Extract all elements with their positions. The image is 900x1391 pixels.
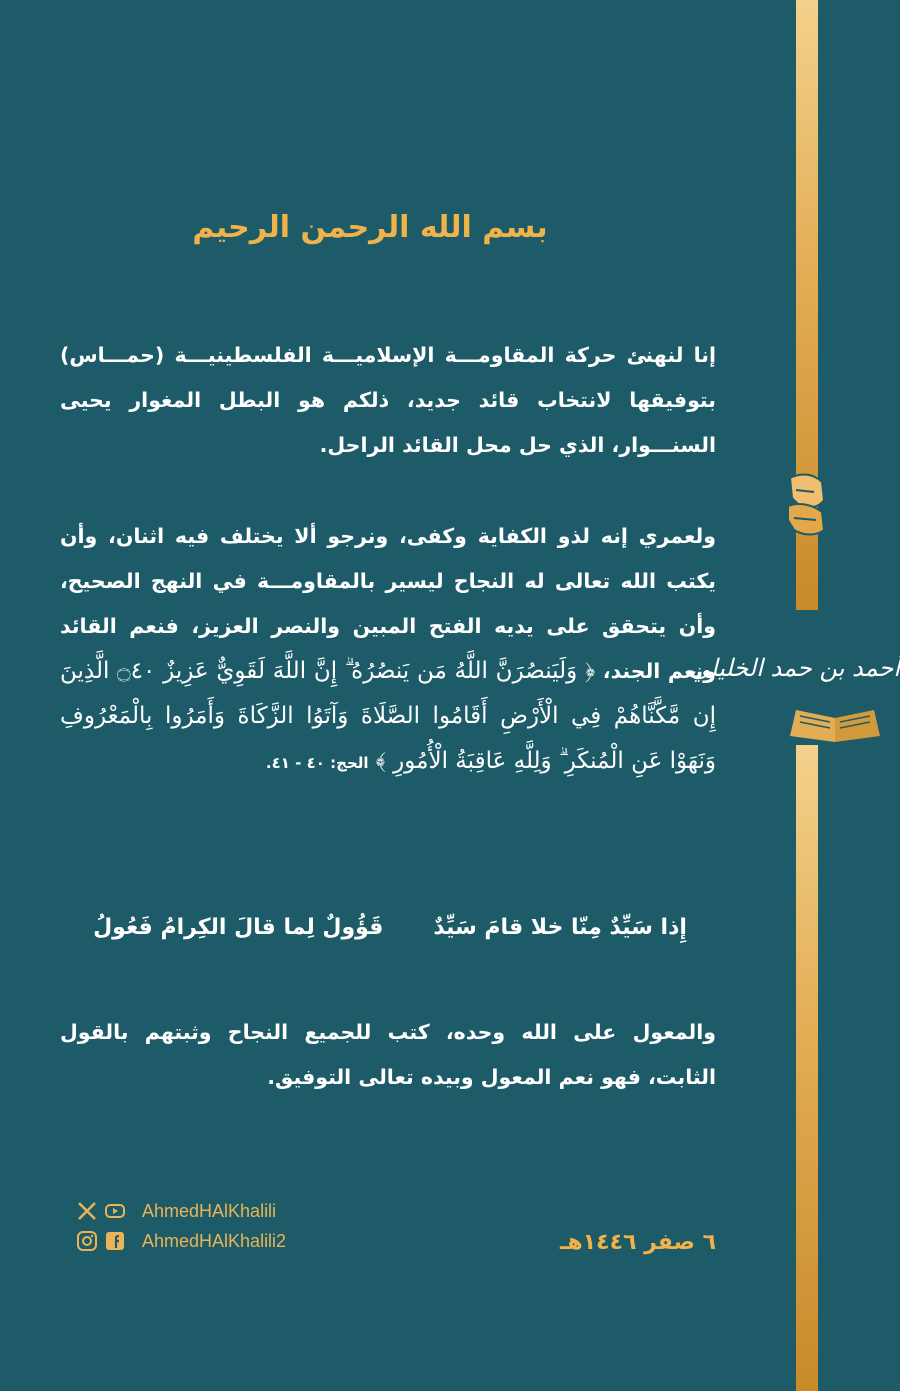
social-row-2	[76, 1230, 286, 1252]
clasped-hands-icon	[780, 470, 832, 540]
hijri-date: ٦ صفر ١٤٤٦هـ	[559, 1230, 716, 1255]
open-book-icon	[788, 706, 882, 746]
paragraph-quran	[60, 514, 716, 786]
youtube-icon[interactable]	[104, 1200, 126, 1222]
x-twitter-icon[interactable]	[76, 1200, 98, 1222]
paragraph-closing: والمعول على الله وحده، كتب للجميع النجاح وثبتهم بالقول الثابت، فهو نعم المعول وبيده تعالى التوفيق.	[60, 1020, 716, 1089]
quran-verse: ﴿ وَلَيَنصُرَنَّ اللَّهُ مَن يَنصُرُهُ ۗ إِنَّ اللَّهَ لَقَوِيٌّ عَزِيزٌ ۝٤٠ الَّذِينَ إِن مَّكَّنَّاهُمْ فِي الْأَرْضِ أَقَامُوا الصَّلَاةَ وَآتَوُا الزَّكَاةَ وَأَمَرُوا بِالْمَعْرُوفِ وَنَهَوْا عَنِ الْمُنكَرِ ۗ وَلِلَّهِ عَاقِبَةُ الْأُمُورِ ﴾	[60, 658, 716, 774]
poem-hemistich-2: قَؤُولٌ لِما قالَ الكِرامُ فَعُولُ	[93, 915, 384, 940]
social-handle-2[interactable]: AhmedHAlKhalili2	[142, 1230, 287, 1251]
facebook-icon[interactable]	[104, 1230, 126, 1252]
social-handle-1[interactable]: AhmedHAlKhalili	[142, 1200, 277, 1221]
basmala-heading: بسم الله الرحمن الرحيم	[192, 210, 548, 245]
instagram-icon[interactable]	[76, 1230, 98, 1252]
gold-bar-bottom	[796, 745, 818, 1391]
poem-hemistich-1: إِذا سَيِّدٌ مِنّا خلا قامَ سَيِّدٌ	[433, 915, 687, 940]
social-row-1	[76, 1200, 276, 1222]
quran-reference: الحج: ٤٠ - ٤١.	[265, 754, 369, 772]
poem-verse	[90, 915, 690, 940]
paragraph-prose: ولعمري إنه لذو الكفاية وكفى، ونرجو ألا يختلف فيه اثنان، وأن يكتب الله تعالى له النجاح ليسير بالمقاومـــة في النهج الصحيح، وأن يتحقق على يديه الفتح المبين والنصر العزيز، فنعم القائد ونعم الجند،	[60, 524, 716, 683]
paragraph-congratulation: إنا لنهنئ حركة المقاومـــة الإسلاميـــة الفلسطينيـــة (حمـــاس) بتوفيقها لانتخاب قائد جديد، ذلكم هو البطل المغوار يحيى السنـــوار، الذي حل محل القائد الراحل.	[60, 343, 716, 457]
signature: أحمد بن حمد الخليلي	[690, 654, 900, 682]
